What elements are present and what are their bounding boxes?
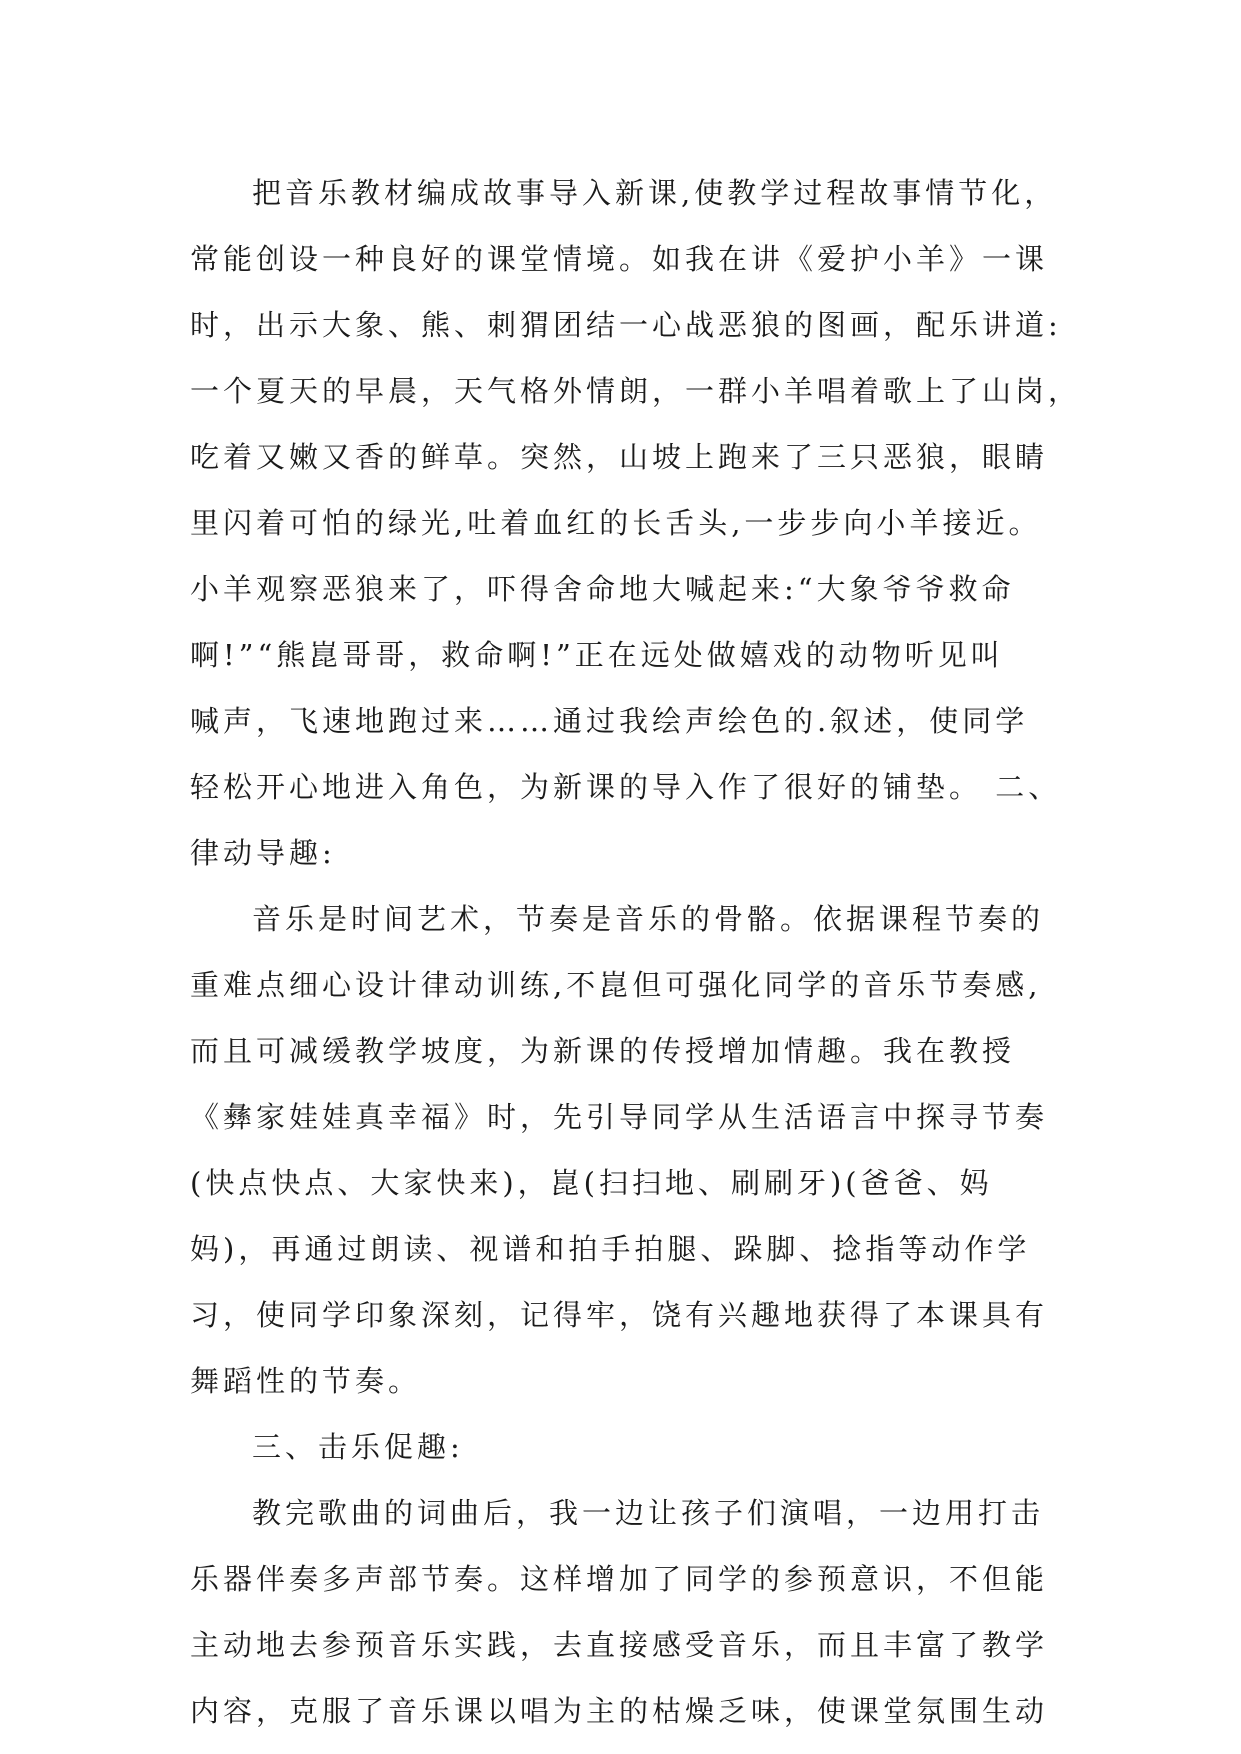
body-text — [190, 160, 1082, 1744]
paragraph-line: (快点快点、大家快来)，崑(扫扫地、刷刷牙)(爸爸、妈 — [190, 1166, 993, 1200]
paragraph-line: 一个夏天的早晨，天气格外情朗，一群小羊唱着歌上了山岗， — [190, 374, 1082, 408]
paragraph-line: 常能创设一种良好的课堂情境。如我在讲《爱护小羊》一课 — [190, 242, 1049, 276]
paragraph-line: 妈)，再通过朗读、视谱和拍手拍腿、跺脚、捻指等动作学 — [190, 1232, 1031, 1266]
paragraph-line: 乐器伴奏多声部节奏。这样增加了同学的参预意识，不但能 — [190, 1562, 1049, 1596]
section-heading: 律动导趣: — [190, 836, 336, 870]
paragraph-line: 习，使同学印象深刻，记得牢，饶有兴趣地获得了本课具有 — [190, 1298, 1049, 1332]
paragraph-line: 把音乐教材编成故事导入新课,使教学过程故事情节化， — [252, 176, 1058, 210]
paragraph-line: 《彝家娃娃真幸福》时，先引导同学从生活语言中探寻节奏 — [190, 1100, 1049, 1134]
paragraph-line: 舞蹈性的节奏。 — [190, 1364, 422, 1398]
paragraph-line: 教完歌曲的词曲后，我一边让孩子们演唱，一边用打击 — [252, 1496, 1045, 1530]
paragraph-line: 音乐是时间艺术，节奏是音乐的骨骼。依据课程节奏的 — [252, 902, 1045, 936]
paragraph-line: 而且可减缓教学坡度，为新课的传授增加情趣。我在教授 — [190, 1034, 1016, 1068]
paragraph-line: 吃着又嫩又香的鲜草。突然，山坡上跑来了三只恶狼，眼睛 — [190, 440, 1049, 474]
paragraph-line: 时，出示大象、熊、刺猬团结一心战恶狼的图画，配乐讲道: — [190, 308, 1062, 342]
paragraph-line: 内容，克服了音乐课以唱为主的枯燥乏味，使课堂氛围生动 — [190, 1694, 1049, 1728]
section-heading: 三、击乐促趣: — [252, 1430, 464, 1464]
paragraph-line: 啊!”“熊崑哥哥，救命啊!”正在远处做嬉戏的动物听见叫 — [190, 638, 1004, 672]
paragraph-line: 小羊观察恶狼来了，吓得舍命地大喊起来:“大象爷爷救命 — [190, 572, 1015, 606]
paragraph-line: 轻松开心地进入角色，为新课的导入作了很好的铺垫。 二、 — [190, 770, 1062, 804]
paragraph-line: 重难点细心设计律动训练,不崑但可强化同学的音乐节奏感, — [190, 968, 1042, 1002]
paragraph-line: 主动地去参预音乐实践，去直接感受音乐，而且丰富了教学 — [190, 1628, 1049, 1662]
paragraph-line: 喊声，飞速地跑过来……通过我绘声绘色的.叙述，使同学 — [190, 704, 1029, 738]
paragraph-line: 里闪着可怕的绿光,吐着血红的长舌头,一步步向小羊接近。 — [190, 506, 1042, 540]
